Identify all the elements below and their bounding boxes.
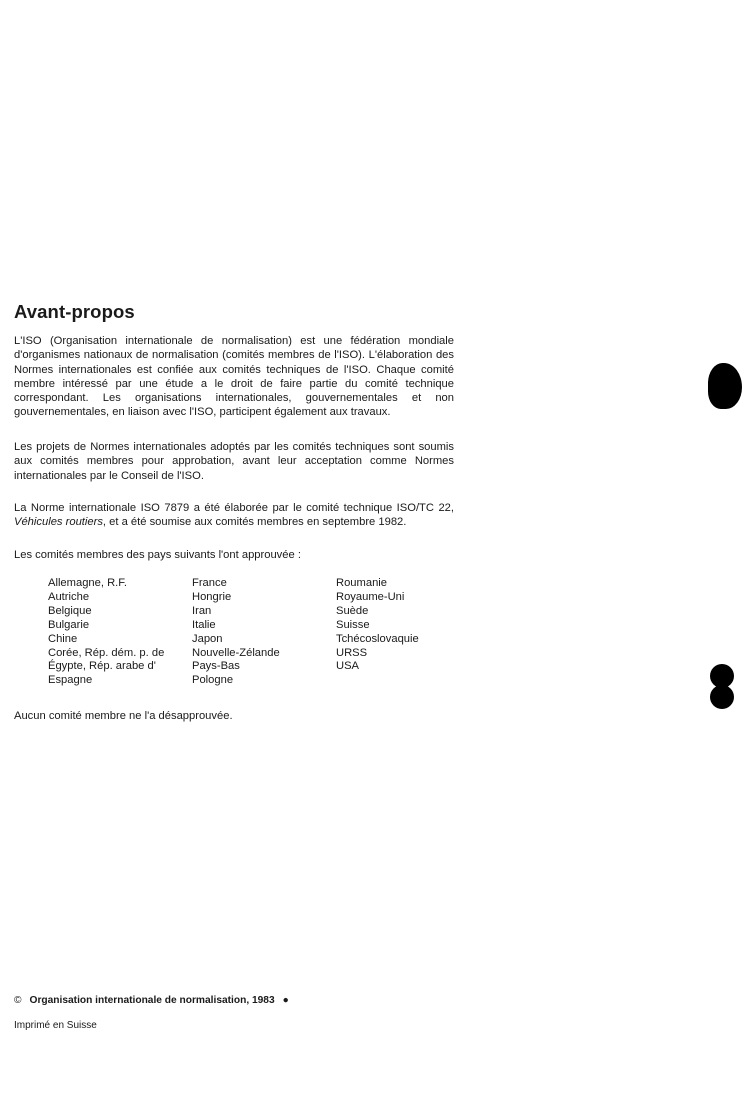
country-item: Suisse: [336, 618, 370, 631]
punch-hole-mark-bottom: [710, 685, 734, 709]
standard-origin-text: La Norme internationale ISO 7879 a été élaborée par le comité technique ISO/TC 22,: [14, 502, 454, 514]
country-item: Nouvelle-Zélande: [192, 646, 280, 659]
country-item: USA: [336, 660, 360, 673]
copyright-text: Organisation internationale de normalisation, 1983: [29, 995, 275, 1006]
approval-paragraph: Les projets de Normes internationales adoptés par les comités techniques sont soumis aux comités membres pour approbation, avant leur acceptation comme Normes internationales par le Conseil de l'ISO.: [14, 441, 454, 482]
disapproval-paragraph: Aucun comité membre ne l'a désapprouvée.: [14, 710, 233, 722]
country-item: Royaume-Uni: [336, 590, 405, 603]
approving-countries-intro: Les comités membres des pays suivants l'ont approuvée :: [14, 549, 301, 561]
country-item: Suède: [336, 604, 369, 617]
bullet-icon: ●: [282, 995, 289, 1006]
country-item: Pays-Bas: [192, 660, 240, 673]
country-item: Autriche: [48, 590, 90, 603]
copyright-line: [14, 995, 289, 1006]
country-item: Allemagne, R.F.: [48, 577, 127, 589]
country-item: Roumanie: [336, 577, 387, 589]
country-item: URSS: [336, 646, 368, 659]
country-list-column-3: [336, 577, 419, 674]
country-item: Pologne: [192, 674, 234, 687]
country-item: Chine: [48, 632, 78, 645]
country-item: Italie: [192, 618, 216, 631]
copyright-symbol: ©: [14, 995, 22, 1006]
country-list-column-1: [48, 577, 164, 688]
country-item: Tchécoslovaquie: [336, 632, 419, 645]
country-item: Belgique: [48, 604, 92, 617]
committee-name: Véhicules routiers: [14, 516, 103, 529]
page-title: Avant-propos: [14, 301, 135, 322]
country-item: Japon: [192, 632, 223, 645]
country-list-column-2: [192, 577, 280, 688]
intro-paragraph: L'ISO (Organisation internationale de normalisation) est une fédération mondiale d'organismes nationaux de normalisation (comités membres de l'ISO). L'élaboration des Normes internationales est confiée aux comités techniques de l'ISO. Chaque comité membre intéressé par une étude a le droit de faire partie du comité technique correspondant. Les organisations internationales, gouvernementales et non gouvernementales, en liaison avec l'ISO, participent également aux travaux.: [14, 335, 454, 419]
country-item: Bulgarie: [48, 618, 90, 631]
standard-origin-paragraph: [14, 501, 454, 530]
country-item: Égypte, Rép. arabe d': [48, 660, 156, 673]
punch-hole-mark-top: [708, 363, 742, 409]
country-item: France: [192, 577, 227, 589]
country-item: Iran: [192, 604, 212, 617]
standard-origin-text-end: , et a été soumise aux comités membres en septembre 1982.: [102, 516, 407, 529]
country-item: Espagne: [48, 674, 93, 687]
country-item: Corée, Rép. dém. p. de: [48, 646, 165, 659]
country-item: Hongrie: [192, 590, 232, 603]
printed-in: Imprimé en Suisse: [14, 1020, 97, 1031]
